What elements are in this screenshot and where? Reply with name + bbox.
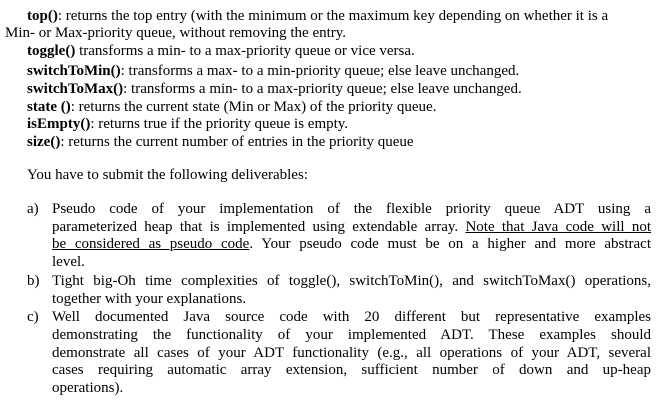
item-c-line5: operations). [52,380,124,396]
item-a-text: parameterized heap that is implemented using extendable array. [52,219,466,235]
op-desc: : returns true if the priority queue is empty. [90,116,349,132]
op-is-empty [27,116,348,133]
op-desc: : returns the top entry (with the minimum or the maximum key depending on whether it is a [57,8,609,24]
item-a-line4: level. [52,254,85,270]
item-c-line1: Well documented Java source code with 20 different but representative examples [52,309,651,325]
deliverables-intro: You have to submit the following deliverables: [27,167,308,183]
op-switch-to-max [27,81,522,98]
item-marker-b: b) [27,273,40,289]
op-name: isEmpty() [27,116,91,132]
underlined-note: Note that Java code will not [465,219,652,235]
op-name: state () [27,99,71,115]
item-c-line4: cases requiring automatic array extension, sufficient number of down and up-heap [52,362,651,378]
op-desc: : returns the current state (Min or Max) of the priority queue. [70,99,437,115]
op-name: toggle() [27,43,76,59]
item-a-line2 [52,219,651,236]
item-a-line3 [52,236,651,253]
op-switch-to-min [27,63,519,80]
op-toggle [27,43,415,60]
op-name: size() [27,134,61,150]
op-name: top() [27,8,58,24]
underlined-note: be considered as pseudo code [52,236,250,252]
item-marker-c: c) [27,309,39,325]
item-a-text: . Your pseudo code must be on a higher and more abstract [249,236,652,252]
op-top-line1 [27,8,608,25]
item-b-line1: Tight big-Oh time complexities of toggle(), switchToMin(), and switchToMax() operations, [52,273,651,289]
op-name: switchToMin() [27,63,121,79]
op-top-line2: Min- or Max-priority queue, without removing the entry. [5,25,347,41]
item-a-line1: Pseudo code of your implementation of the flexible priority queue ADT using a [52,201,651,217]
op-desc: : transforms a min- to a max-priority queue; else leave unchanged. [123,81,522,97]
item-c-line2: demonstrating the functionality of your implemented ADT. These examples should [52,327,651,343]
op-desc: : returns the current number of entries in the priority queue [60,134,414,150]
op-desc: : transforms a max- to a min-priority queue; else leave unchanged. [120,63,520,79]
op-desc: transforms a min- to a max-priority queue or vice versa. [75,43,415,59]
item-c-line3: demonstrate all cases of your ADT functionality (e.g., all operations of your ADT, several [52,345,651,361]
op-state [27,99,436,116]
item-b-line2: together with your explanations. [52,291,247,307]
op-name: switchToMax() [27,81,124,97]
op-size [27,134,414,151]
item-marker-a: a) [27,201,39,217]
